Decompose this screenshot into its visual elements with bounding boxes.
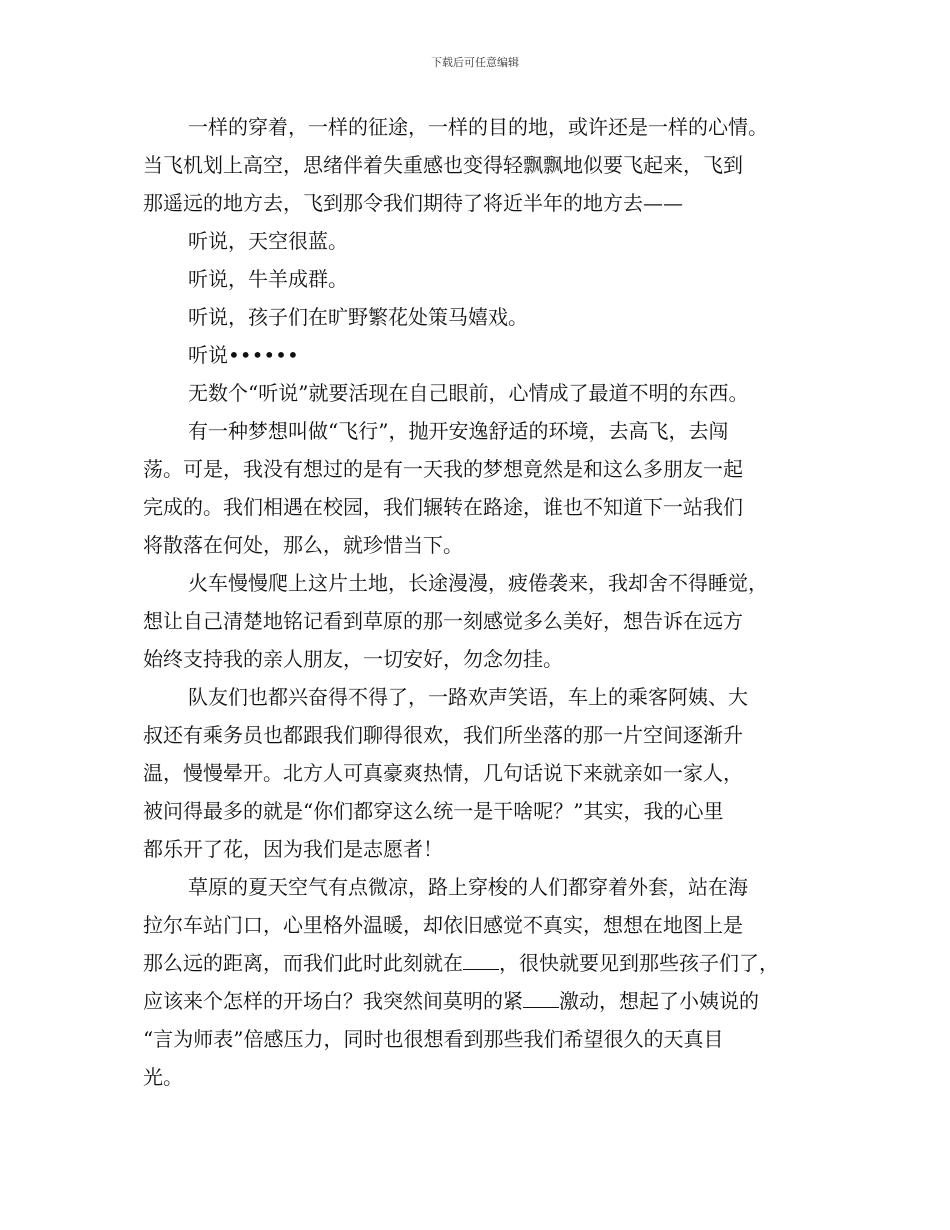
paragraph-line: 听说，天空很蓝。 [188, 229, 348, 253]
paragraph-line: 听说，孩子们在旷野繁花处策马嬉戏。 [188, 305, 528, 329]
paragraph-line: 光。 [143, 1065, 183, 1089]
paragraph-line: 都乐开了花，因为我们是志愿者！ [143, 837, 443, 861]
paragraph-text: 那么远的距离，而我们此时此刻就在 [143, 951, 463, 975]
paragraph-text: 应该来个怎样的开场白？我突然间莫明的紧 [143, 989, 523, 1013]
paragraph-line [143, 984, 759, 1018]
paragraph-line: 将散落在何处，那么，就珍惜当下。 [143, 533, 463, 557]
paragraph-line: 那遥远的地方去，飞到那令我们期待了将近半年的地方去—— [143, 191, 683, 215]
paragraph-line: 温，慢慢晕开。北方人可真豪爽热情，几句话说下来就亲如一家人， [143, 761, 743, 785]
paragraph-line: 有一种梦想叫做“飞行”，抛开安逸舒适的环境，去高飞，去闯 [188, 419, 729, 443]
paragraph-text: ，很快就要见到那些孩子们了， [499, 951, 779, 975]
paragraph-line: 听说•••••• [188, 343, 299, 367]
paragraph-line [143, 946, 779, 980]
paragraph-line: 想让自己清楚地铭记看到草原的那一刻感觉多么美好，想告诉在远方 [143, 609, 743, 633]
fill-in-blank [463, 949, 499, 970]
paragraph-line: “言为师表”倍感压力，同时也很想看到那些我们希望很久的天真目 [143, 1027, 724, 1051]
paragraph-line: 火车慢慢爬上这片土地，长途漫漫，疲倦袭来，我却舍不得睡觉， [188, 571, 768, 595]
paragraph-text: 激动，想起了小姨说的 [559, 989, 759, 1013]
paragraph-line: 拉尔车站门口，心里格外温暖，却依旧感觉不真实，想想在地图上是 [143, 913, 743, 937]
paragraph-line: 无数个“听说”就要活现在自己眼前，心情成了最道不明的东西。 [188, 381, 749, 405]
paragraph-line: 一样的穿着，一样的征途，一样的目的地，或许还是一样的心情。 [188, 115, 768, 139]
paragraph-line: 草原的夏天空气有点微凉，路上穿梭的人们都穿着外套，站在海 [188, 875, 748, 899]
paragraph-line: 完成的。我们相遇在校园，我们辗转在路途，谁也不知道下一站我们 [143, 495, 743, 519]
fill-in-blank [523, 987, 559, 1008]
paragraph-line: 被问得最多的就是“你们都穿这么统一是干啥呢？”其实，我的心里 [143, 799, 724, 823]
paragraph-line: 荡。可是，我没有想过的是有一天我的梦想竟然是和这么多朋友一起 [143, 457, 743, 481]
paragraph-line: 听说，牛羊成群。 [188, 267, 348, 291]
paragraph-line: 队友们也都兴奋得不得了，一路欢声笑语，车上的乘客阿姨、大 [188, 685, 748, 709]
paragraph-line: 叔还有乘务员也都跟我们聊得很欢，我们所坐落的那一片空间逐渐升 [143, 723, 743, 747]
paragraph-line: 始终支持我的亲人朋友，一切安好，勿念勿挂。 [143, 647, 563, 671]
paragraph-line: 当飞机划上高空，思绪伴着失重感也变得轻飘飘地似要飞起来，飞到 [143, 153, 743, 177]
header-note: 下载后可任意编辑 [431, 56, 519, 69]
